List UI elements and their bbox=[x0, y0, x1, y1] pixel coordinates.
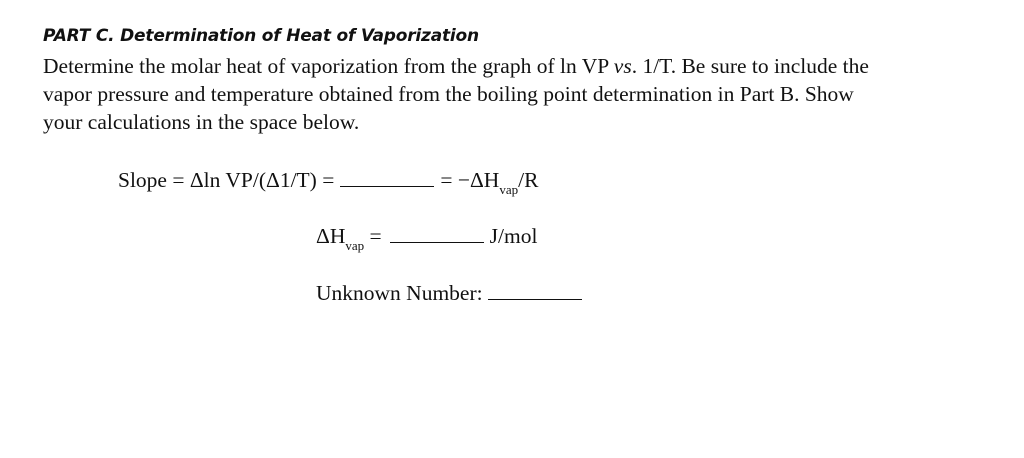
slope-equation-right-suffix: /R bbox=[518, 168, 539, 192]
heat-of-vaporization-equation bbox=[316, 221, 537, 254]
slope-answer-blank[interactable] bbox=[340, 185, 434, 187]
instructions-line-1-end: . 1/T. Be sure to include the bbox=[631, 54, 869, 78]
heat-answer-blank[interactable] bbox=[390, 241, 484, 243]
unknown-number-label: Unknown Number: bbox=[316, 281, 483, 305]
instructions-line-3: your calculations in the space below. bbox=[43, 110, 360, 134]
slope-equation-right: = −ΔH bbox=[440, 168, 500, 192]
heat-symbol-subscript: vap bbox=[345, 238, 365, 253]
instructions-line-1 bbox=[43, 52, 943, 80]
instructions-line-1-start: Determine the molar heat of vaporization from the graph of ln VP bbox=[43, 54, 614, 78]
unknown-number-blank[interactable] bbox=[488, 298, 582, 300]
unknown-number-row bbox=[316, 278, 582, 308]
slope-equation-left: Slope = Δln VP/(Δ1/T) = bbox=[118, 168, 335, 192]
slope-equation bbox=[118, 165, 538, 198]
heat-equals: = bbox=[364, 224, 382, 248]
slope-equation-subscript: vap bbox=[499, 182, 519, 197]
heat-symbol: ΔH bbox=[316, 224, 346, 248]
instructions-vs: vs bbox=[613, 54, 632, 78]
instructions-line-2: vapor pressure and temperature obtained from the boiling point determination in Part B. Show bbox=[43, 82, 854, 106]
heat-unit: J/mol bbox=[489, 224, 538, 248]
instructions-paragraph bbox=[43, 52, 943, 136]
section-heading: PART C. Determination of Heat of Vaporization bbox=[43, 26, 479, 46]
